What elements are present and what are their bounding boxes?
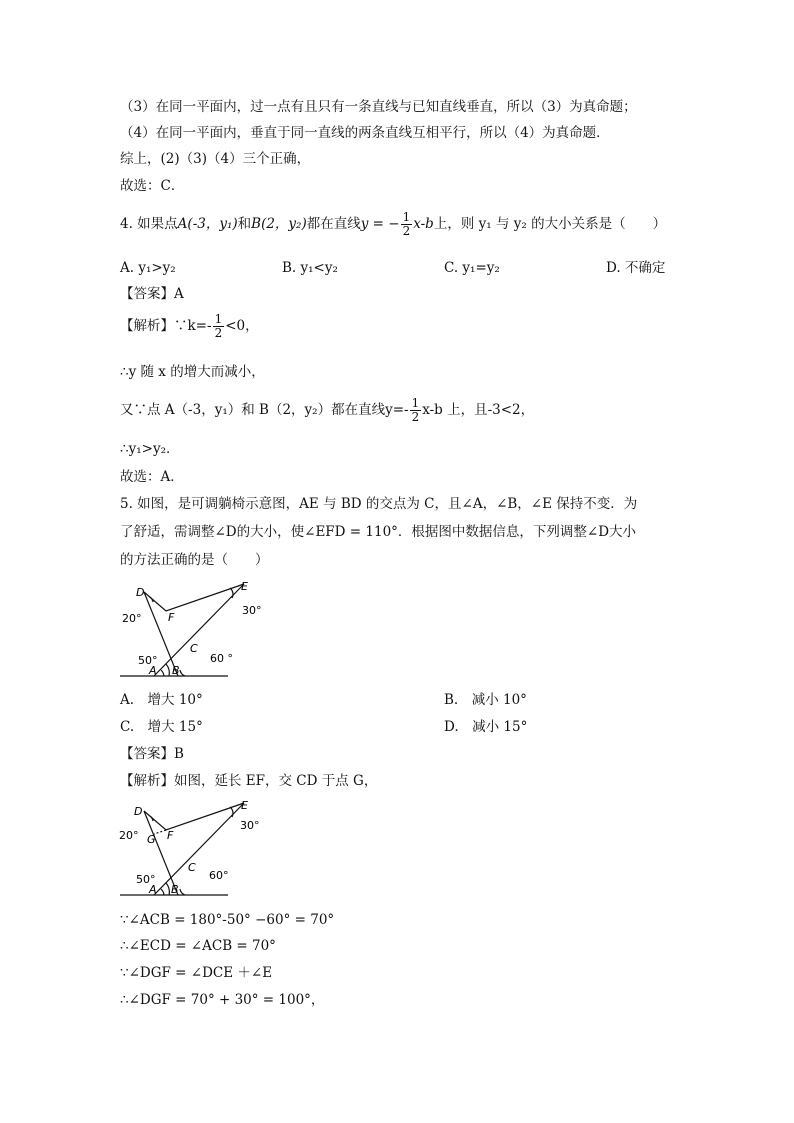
angle-d-label: 20° xyxy=(122,612,142,625)
q4-text: 上，则 y₁ 与 y₂ 的大小关系是（ ） xyxy=(433,216,667,232)
fraction-denominator: 2 xyxy=(402,224,411,238)
option-a: A. 增大 10° xyxy=(120,692,203,708)
angle-a-label: 50° xyxy=(136,873,156,886)
answer-label: 【答案】A xyxy=(120,286,184,302)
option-a: A. y₁>y₂ xyxy=(120,260,176,276)
q4-text: 和 xyxy=(237,216,252,232)
fraction-numerator: 1 xyxy=(214,312,223,326)
analysis-line: ∴y₁>y₂． xyxy=(120,441,180,457)
option-b: B. 减小 10° xyxy=(444,692,527,708)
question-4-stem xyxy=(120,209,666,239)
question-5-stem: 5. 如图，是可调躺椅示意图，AE 与 BD 的交点为 C，且∠A，∠B，∠E 保持不变．为 xyxy=(120,496,638,512)
analysis-text: 【解析】∵k=- xyxy=(120,318,212,334)
label-d: D xyxy=(136,586,145,599)
label-b: B xyxy=(172,664,180,677)
analysis-text: x-b 上，且-3<2， xyxy=(422,402,535,418)
solution-step: ∵∠ACB = 180°-50° −60° = 70° xyxy=(120,912,335,928)
angle-b-label: 60 ° xyxy=(210,652,233,665)
angle-a-label: 50° xyxy=(138,654,158,667)
label-a: A xyxy=(149,883,157,896)
text-line: 故选：C． xyxy=(120,178,185,194)
analysis-line: ∴y 随 x 的增大而减小， xyxy=(120,364,265,380)
option-d: D. 不确定 xyxy=(606,260,666,276)
fraction-denominator: 2 xyxy=(214,326,223,340)
question-5-stem: 了舒适，需调整∠D的大小，使∠EFD = 110°．根据图中数据信息，下列调整∠D大小 xyxy=(120,524,637,540)
fraction xyxy=(410,397,422,424)
text-line: （3）在同一平面内，过一点有且只有一条直线与已知直线垂直，所以（3）为真命题； xyxy=(120,99,637,115)
option-d: D. 减小 15° xyxy=(444,719,528,735)
label-g: G xyxy=(147,833,156,846)
label-c: C xyxy=(188,861,196,874)
answer-label: 【答案】B xyxy=(120,746,184,762)
recliner-diagram xyxy=(116,576,262,682)
fraction xyxy=(401,211,413,238)
analysis-text: 又∵点 A（-3，y₁）和 B（2，y₂）都在直线y=- xyxy=(120,402,409,418)
q4-text: 都在直线 xyxy=(306,216,361,232)
text-line: （4）在同一平面内，垂直于同一直线的两条直线互相平行，所以（4）为真命题． xyxy=(120,125,610,141)
option-c: C. 增大 15° xyxy=(120,719,203,735)
angle-d-label: 20° xyxy=(119,829,139,842)
solution-step: ∴∠ECD = ∠ACB = 70° xyxy=(120,938,276,954)
question-5-stem: 的方法正确的是（ ） xyxy=(120,552,269,568)
label-e: E xyxy=(241,580,248,593)
fraction-numerator: 1 xyxy=(411,396,420,410)
recliner-diagram-extended xyxy=(116,797,260,903)
label-f: F xyxy=(167,829,174,842)
label-b: B xyxy=(171,883,179,896)
analysis-line xyxy=(120,310,259,342)
fraction-numerator: 1 xyxy=(402,210,411,224)
angle-e-label: 30° xyxy=(240,819,260,832)
fraction xyxy=(213,313,225,340)
equation-left: y = − xyxy=(360,216,400,232)
label-a: A xyxy=(149,664,157,677)
option-b: B. y₁<y₂ xyxy=(282,260,338,276)
solution-step: ∵∠DGF = ∠DCE ＋∠E xyxy=(120,965,273,981)
fraction-denominator: 2 xyxy=(411,410,420,424)
analysis-line: 故选：A． xyxy=(120,469,184,485)
analysis-line xyxy=(120,394,534,426)
label-e: E xyxy=(241,799,248,812)
angle-b-label: 60° xyxy=(209,869,229,882)
analysis-line: 【解析】如图，延长 EF，交 CD 于点 G， xyxy=(120,773,378,789)
angle-e-label: 30° xyxy=(242,604,262,617)
point-a: A(-3，y₁) xyxy=(177,216,238,232)
label-d: D xyxy=(134,805,143,818)
label-f: F xyxy=(168,611,175,624)
equation-right: x-b xyxy=(413,216,434,232)
q4-text: 4. 如果点 xyxy=(120,216,178,232)
label-c: C xyxy=(190,642,198,655)
point-b: B(2，y₂) xyxy=(251,216,307,232)
option-c: C. y₁=y₂ xyxy=(444,260,500,276)
analysis-text: <0， xyxy=(225,318,259,334)
solution-step: ∴∠DGF = 70° + 30° = 100°， xyxy=(120,992,325,1008)
text-line: 综上，(2)（3)（4）三个正确， xyxy=(120,151,311,167)
